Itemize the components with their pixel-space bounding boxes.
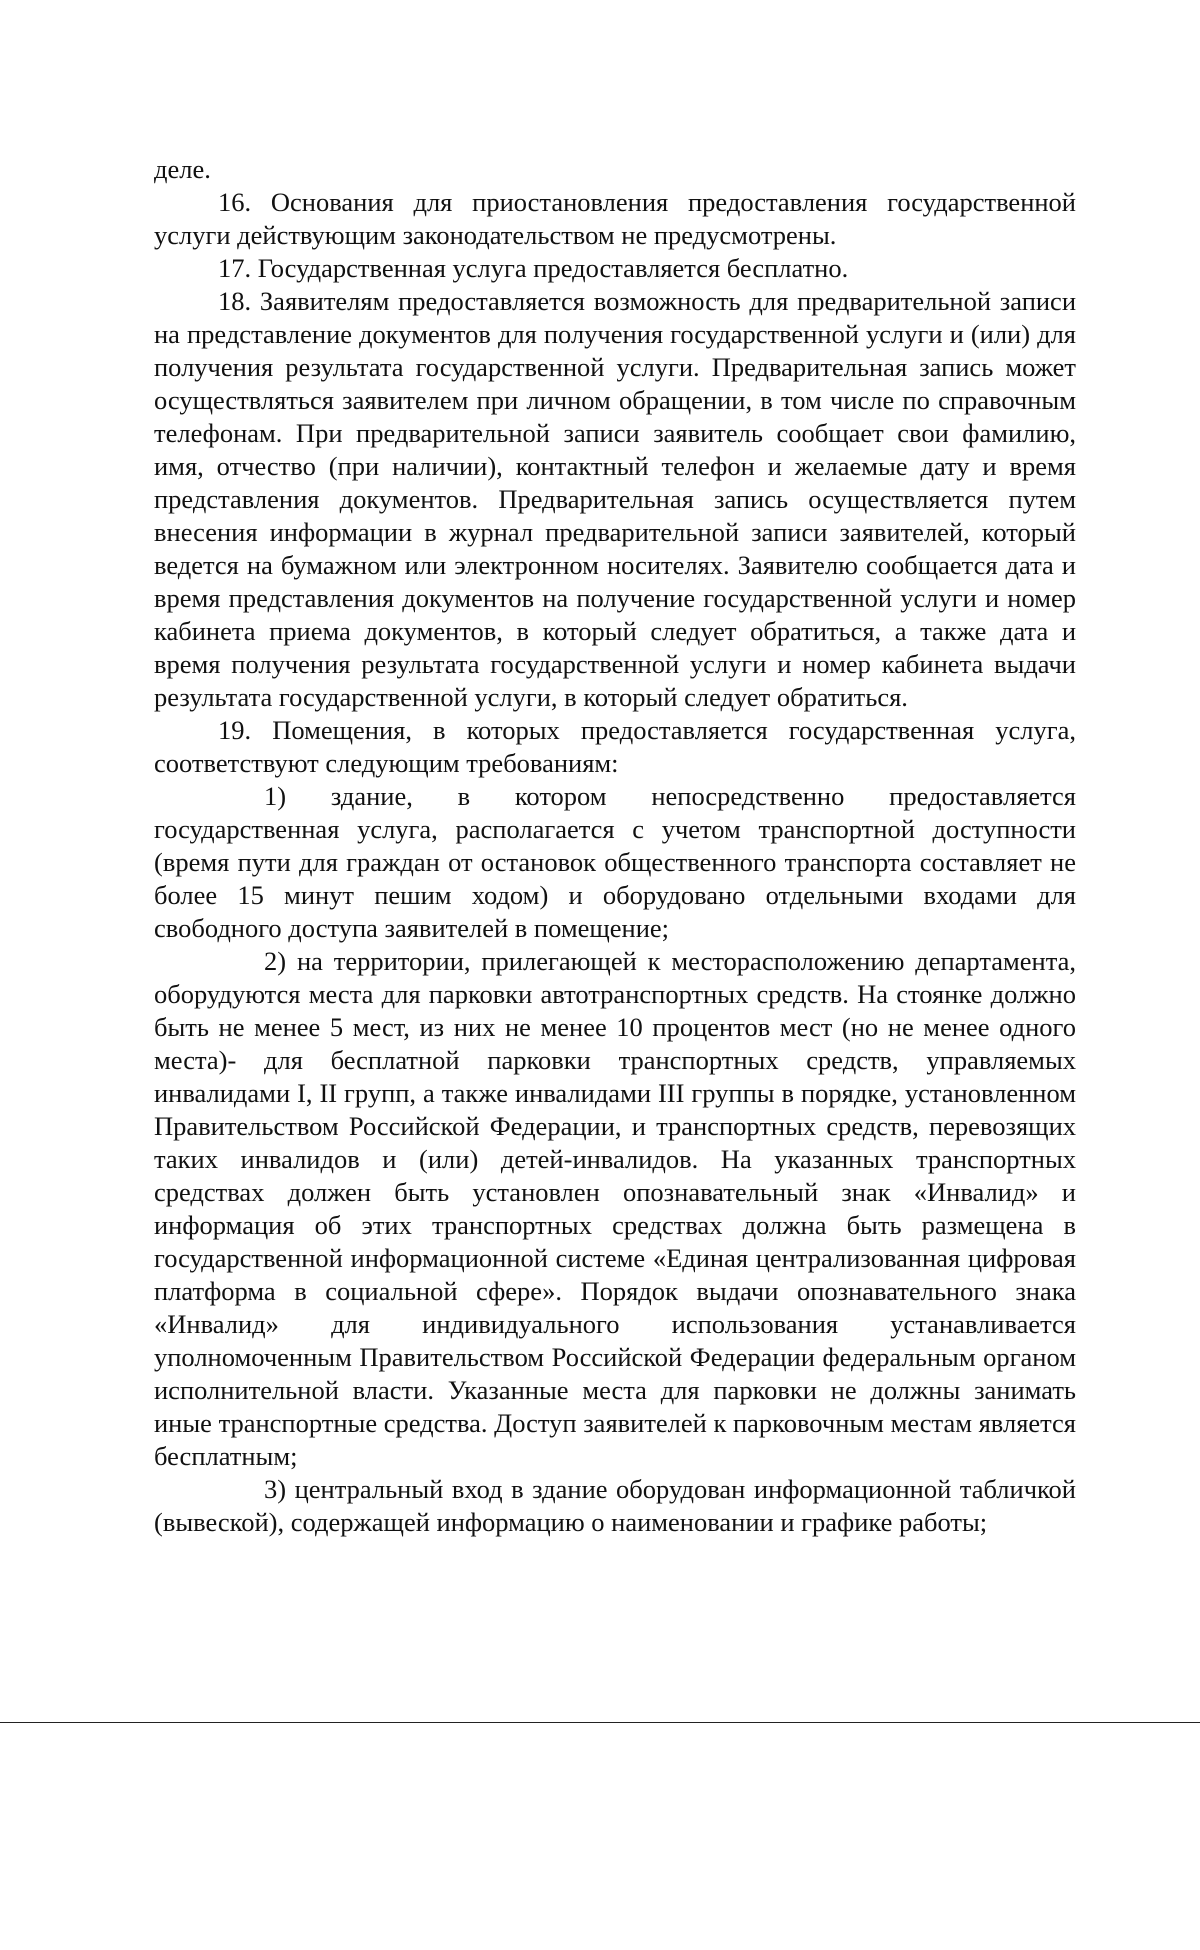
paragraph-17: 17. Государственная услуга предоставляется бесплатно. <box>218 253 849 283</box>
paragraph-19: 19. Помещения, в которых предоставляется государственная услуга, соответствуют следующим требованиям: <box>154 715 1076 778</box>
paragraph-continuation: деле. <box>154 154 211 184</box>
paragraph-18: 18. Заявителям предоставляется возможность для предварительной записи на представление документов для получения государственной услуги и (или) для получения результата государственной услуги. Предварительная запись может осуществляться заявителем при личном обращении, в том числе по справочным телефонам. При предварительной записи заявитель сообщает свои фамилию, имя, отчество (при наличии), контактный телефон и желаемые дату и время представления документов. Предварительная запись осуществляется путем внесения информации в журнал предварительной записи заявителей, который ведется на бумажном или электронном носителях. Заявителю сообщается дата и время представления документов на получение государственной услуги и номер кабинета приема документов, в который следует обратиться, а также дата и время получения результата государственной услуги и номер кабинета выдачи результата государственной услуги, в который следует обратиться. <box>154 286 1076 712</box>
paragraph-19-item-2: 2) на территории, прилегающей к месторасположению департамента, оборудуются места для парковки автотранспортных средств. На стоянке должно быть не менее 5 мест, из них не менее 10 процентов мест (но не менее одного места)- для бесплатной парковки транспортных средств, управляемых инвалидами I, II групп, а также инвалидами III группы в порядке, установленном Правительством Российской Федерации, и транспортных средств, перевозящих таких инвалидов и (или) детей-инвалидов. На указанных транспортных средствах должен быть установлен опознавательный знак «Инвалид» и информация об этих транспортных средствах должна быть размещена в государственной информационной системе «Единая централизованная цифровая платформа в социальной сфере». Порядок выдачи опознавательного знака «Инвалид» для индивидуального использования устанавливается уполномоченным Правительством Российской Федерации федеральным органом исполнительной власти. Указанные места для парковки не должны занимать иные транспортные средства. Доступ заявителей к парковочным местам является бесплатным; <box>154 946 1076 1471</box>
paragraph-19-item-3: 3) центральный вход в здание оборудован информационной табличкой (вывеской), содержащей информацию о наименовании и графике работы; <box>154 1474 1076 1537</box>
paragraph-16: 16. Основания для приостановления предоставления государственной услуги действующим законодательством не предусмотрены. <box>154 187 1076 250</box>
document-body <box>154 153 1076 1539</box>
paragraph-19-item-1: 1) здание, в котором непосредственно предоставляется государственная услуга, располагается с учетом транспортной доступности (время пути для граждан от остановок общественного транспорта составляет не более 15 минут пешим ходом) и оборудовано отдельными входами для свободного доступа заявителей в помещение; <box>154 781 1076 943</box>
page-bottom-rule <box>0 1722 1200 1723</box>
